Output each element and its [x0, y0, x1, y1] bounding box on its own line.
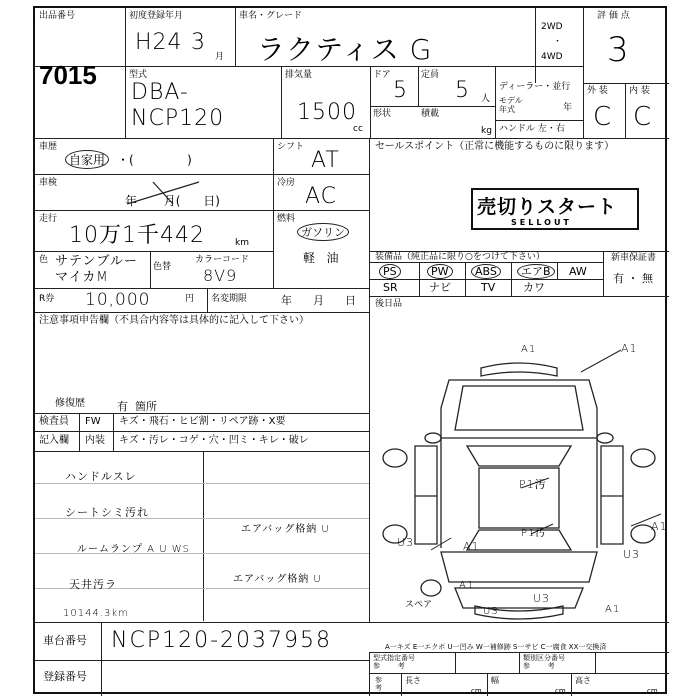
- equip-sr: SR: [383, 281, 398, 294]
- fuel-other: 軽 油: [303, 251, 339, 265]
- capacity-label: 定員: [421, 70, 440, 80]
- spare-label: スペア: [405, 600, 433, 610]
- fuel-gasoline-circled: ガソリン: [297, 223, 349, 241]
- equip-abs: ABS: [471, 264, 501, 279]
- type-label: 型式: [129, 70, 148, 80]
- auction-sheet: [33, 6, 667, 694]
- mark-rear: U3: [533, 592, 551, 605]
- mark-front-bumper: A1: [621, 342, 638, 355]
- sellout-stamp-sub: SELLOUT: [511, 218, 572, 227]
- mileage-unit: km: [235, 238, 249, 248]
- mark-rear-bumper: U3: [483, 606, 499, 617]
- note-room-lamp: ルームランプ A U WS: [77, 544, 190, 555]
- mileage-label: 走行: [39, 214, 58, 224]
- mark-hood: A1: [521, 344, 537, 355]
- doors-value: 5: [393, 78, 408, 103]
- capacity-unit: 人: [481, 94, 491, 104]
- color-value: サテンブルー マイカM: [55, 254, 138, 285]
- chassis-number: NCP120-2037958: [111, 628, 332, 653]
- name-change-label: 名変期限: [211, 294, 248, 304]
- equipment-label: 装備品（純正品に限り○をつけて下さい）: [375, 252, 545, 262]
- drive-4wd: 4WD: [541, 52, 563, 62]
- color-code-label: カラーコード: [195, 255, 250, 265]
- color-code: 8V9: [203, 266, 238, 285]
- load-unit: kg: [481, 126, 492, 136]
- dealer-label: ディーラー・並行: [499, 82, 571, 92]
- shape-label: 形状: [373, 109, 392, 119]
- warranty-label: 新車保証書: [611, 253, 657, 263]
- sellout-stamp: [471, 188, 639, 230]
- reference-label: 参 考: [375, 676, 382, 692]
- inspector-label: 検査員: [39, 416, 69, 427]
- fw-label: FW: [85, 416, 101, 427]
- mileage-value: 10万1千442: [69, 223, 205, 248]
- equip-navi: ナビ: [429, 281, 451, 294]
- registration-label: 登録番号: [43, 670, 87, 683]
- note-handle-wear: ハンドルスレ: [65, 470, 137, 483]
- color-label: 色: [39, 255, 49, 265]
- interior-inspect-label: 内装: [85, 435, 105, 446]
- lot-number: 7015: [39, 60, 97, 90]
- mark-rear-window: P1汚: [521, 528, 547, 539]
- rear-items-label: 後日品: [375, 299, 403, 309]
- aircon-label: 冷房: [277, 178, 296, 188]
- year-unit: 年: [563, 103, 573, 113]
- model-grade-label: 車名・グレード: [239, 11, 303, 21]
- length-label: 長さ: [405, 676, 421, 685]
- exterior-grade: C: [593, 102, 613, 132]
- fuel-label: 燃料: [277, 214, 296, 224]
- shift-value: AT: [311, 148, 340, 173]
- mark-right-side: A1: [651, 520, 668, 533]
- class-number-label: 類別区分番号 参 考: [523, 654, 565, 670]
- lot-label: 出品番号: [39, 11, 76, 21]
- doors-label: ドア: [373, 70, 391, 80]
- type-code: DBA- NCP120: [131, 80, 225, 131]
- model-year-label: モデル 年式: [499, 96, 523, 114]
- handle-label: ハンドル 左・右: [499, 124, 565, 134]
- displacement-label: 排気量: [285, 70, 313, 80]
- month-unit: 月: [215, 52, 225, 62]
- height-label: 高さ: [575, 676, 591, 685]
- displacement-unit: cc: [353, 124, 363, 134]
- load-label: 積載: [421, 109, 440, 119]
- drive-2wd: 2WD: [541, 22, 563, 32]
- capacity-value: 5: [455, 78, 470, 103]
- r-ticket-unit: 円: [185, 294, 195, 304]
- fw-text: キズ・飛石・ヒビ割・リペア跡・X要: [119, 416, 286, 427]
- equip-airbag: エアB: [517, 264, 555, 279]
- mark-rear-right: A1: [605, 604, 621, 615]
- equip-pw: PW: [427, 264, 453, 279]
- mark-left-side: U3: [397, 536, 415, 549]
- warranty-value: 有 ・ 無: [613, 272, 653, 285]
- exterior-label: 外 装: [587, 86, 608, 96]
- sellout-stamp-text: 売切りスタート: [477, 196, 618, 218]
- history-label: 車歴: [39, 142, 58, 152]
- mark-right-rear: U3: [623, 548, 641, 561]
- first-registration-month: 3: [191, 30, 206, 55]
- note-ceiling-stain: 天井汚ラ: [69, 578, 117, 591]
- note-airbag-1: エアバッグ格納 U: [241, 524, 330, 535]
- height-unit: cm: [647, 687, 658, 695]
- equip-tv: TV: [481, 281, 496, 294]
- r-ticket-value: 10,000: [85, 290, 151, 310]
- interior-label: 内 装: [629, 86, 650, 96]
- repair-history-value: 有 箇所: [117, 400, 157, 413]
- chassis-label: 車台番号: [43, 634, 87, 647]
- shaken-label: 車検: [39, 178, 58, 188]
- notes-label: 注意事項申告欄（不具合内容等は具体的に記入して下さい）: [39, 315, 309, 326]
- first-registration-label: 初度登録年月: [129, 11, 184, 21]
- shift-label: シフト: [277, 142, 305, 152]
- width-label: 幅: [491, 676, 499, 685]
- equip-leather: カワ: [523, 281, 545, 294]
- displacement-value: 1500: [297, 100, 357, 125]
- aircon-value: AC: [305, 184, 338, 209]
- note-seat-stain: シートシミ汚れ: [65, 506, 149, 519]
- color-change-label: 色替: [153, 262, 172, 272]
- r-ticket-label: R券: [39, 294, 55, 304]
- model-name: ラクティス G: [257, 33, 433, 66]
- mark-left-door: A1: [463, 540, 480, 553]
- interior-grade: C: [633, 102, 653, 132]
- score-label: 評 価 点: [597, 11, 630, 21]
- mark-roof: P1汚: [519, 478, 547, 491]
- record-label: 記入欄: [39, 435, 69, 446]
- shaken-strike-mark: [123, 176, 203, 210]
- length-unit: cm: [471, 687, 482, 695]
- history-rest: ・( ): [117, 153, 192, 167]
- equip-ps: PS: [379, 264, 401, 279]
- interior-inspect-text: キズ・汚レ・コゲ・穴・凹ミ・キレ・破レ: [119, 435, 309, 446]
- score-value: 3: [607, 30, 630, 70]
- equip-aw: AW: [569, 265, 587, 278]
- note-mileage: 10144.3km: [63, 608, 129, 619]
- sales-point-label: セールスポイント（正常に機能するものに限ります）: [375, 141, 615, 152]
- drive-dot: ・: [553, 37, 563, 47]
- designated-number-label: 型式指定番号 参 考: [373, 654, 415, 670]
- shaken-value: 年 月( 日): [125, 194, 220, 208]
- first-registration-year: H24: [135, 30, 183, 55]
- name-change-value: 年 月 日: [281, 294, 356, 307]
- mark-rear-left: A1: [459, 580, 475, 591]
- damage-legend: A一キズ E一エクボ U一凹み W一補修跡 S一サビ C一腐食 XX一交換済: [385, 643, 607, 651]
- width-unit: cm: [555, 687, 566, 695]
- private-use-circled: 自家用: [65, 150, 109, 169]
- note-airbag-2: エアバッグ格納 U: [233, 574, 322, 585]
- repair-history-label: 修復歴: [55, 398, 85, 409]
